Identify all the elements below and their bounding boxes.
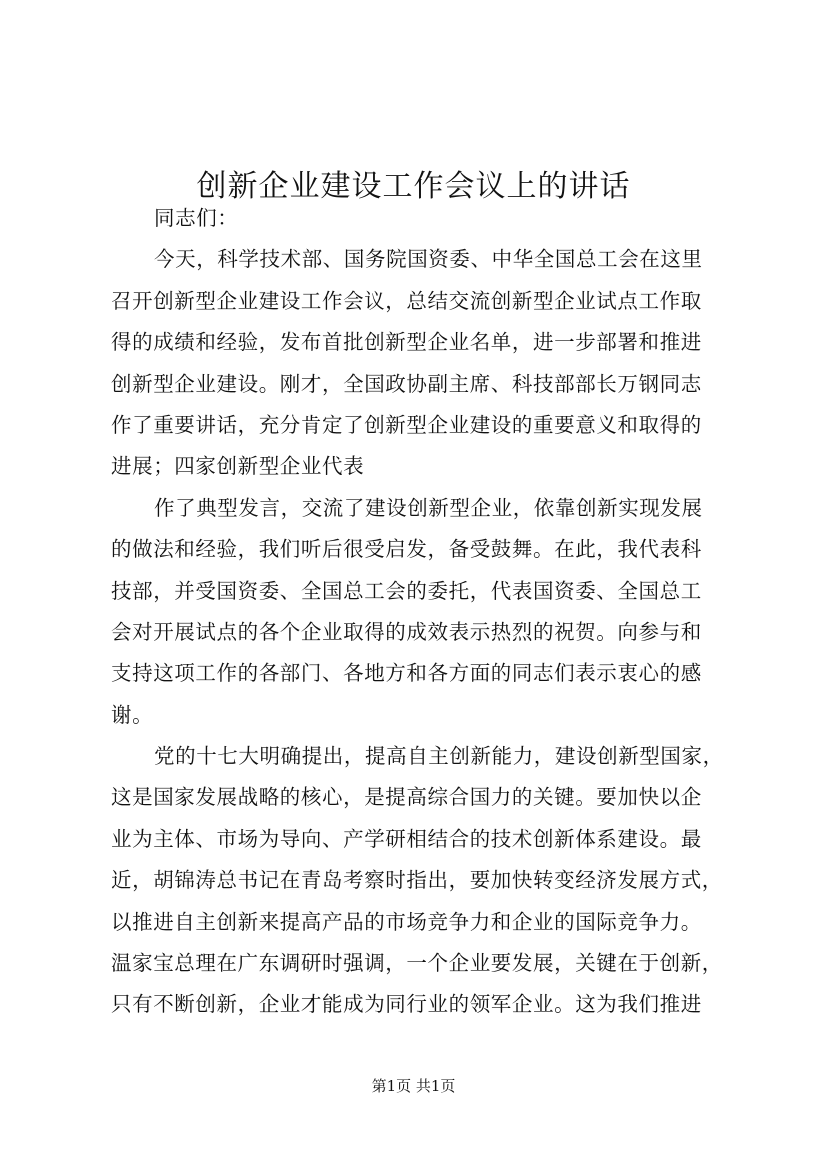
text-line: 近，胡锦涛总书记在青岛考察时指出，要加快转变经济发展方式， [111,868,723,893]
text-line: 创新型企业建设。刚才，全国政协副主席、科技部部长万钢同志 [111,371,702,396]
text-line: 今天，科学技术部、国务院国资委、中华全国总工会在这里 [154,247,703,272]
text-line: 支持这项工作的各部门、各地方和各方面的同志们表示衷心的感 [111,661,702,686]
text-line: 温家宝总理在广东调研时强调，一个企业要发展，关键在于创新， [111,951,723,976]
text-line: 同志们： [154,206,239,230]
text-line: 的做法和经验，我们听后很受启发，备受鼓舞。在此，我代表科 [111,537,702,562]
document-title: 创新企业建设工作会议上的讲话 [196,169,631,205]
text-line: 只有不断创新，企业才能成为同行业的领军企业。这为我们推进 [111,992,702,1017]
text-line: 会对开展试点的各个企业取得的成效表示热烈的祝贺。向参与和 [111,619,702,644]
document-body [111,198,724,1026]
text-line: 进展；四家创新型企业代表 [111,454,365,479]
text-line: 得的成绩和经验，发布首批创新型企业名单，进一步部署和推进 [111,330,702,355]
text-line: 这是国家发展战略的核心，是提高综合国力的关键。要加快以企 [111,785,702,810]
text-line: 技部，并受国资委、全国总工会的委托，代表国资委、全国总工 [111,578,702,603]
text-line: 谢。 [111,702,154,727]
text-line: 作了重要讲话，充分肯定了创新型企业建设的重要意义和取得的 [111,412,702,437]
text-line: 以推进自主创新来提高产品的市场竞争力和企业的国际竞争力。 [111,909,702,934]
text-line: 党的十七大明确提出，提高自主创新能力，建设创新型国家， [154,744,724,769]
text-line: 业为主体、市场为导向、产学研相结合的技术创新体系建设。最 [111,826,702,851]
page-footer: 第1页 共1页 [371,1077,456,1095]
text-line: 召开创新型企业建设工作会议，总结交流创新型企业试点工作取 [111,288,702,313]
text-line: 作了典型发言，交流了建设创新型企业，依靠创新实现发展 [154,495,703,520]
